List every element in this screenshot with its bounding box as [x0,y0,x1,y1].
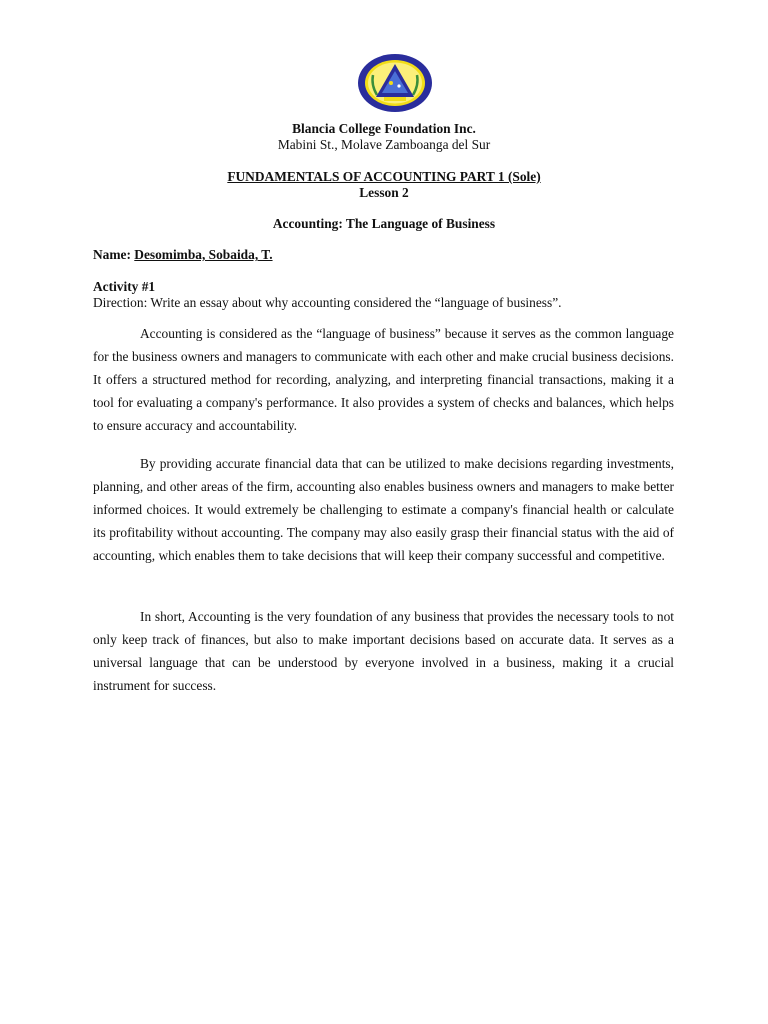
lesson-number: Lesson 2 [359,185,409,200]
school-address: Mabini St., Molave Zamboanga del Sur [277,137,491,152]
course-title: FUNDAMENTALS OF ACCOUNTING PART 1 (Sole) [227,169,541,184]
student-name-value: Desomimba, Sobaida, T. [134,247,273,262]
school-seal-logo [357,53,433,113]
school-name: Blancia College Foundation Inc. [292,121,476,136]
student-name-line [93,247,273,263]
lesson-topic: Accounting: The Language of Business [272,216,496,231]
student-name-label: Name: [93,247,135,262]
essay-paragraph-3: In short, Accounting is the very foundation of any business that provides the necessary tools to not only keep track of finances, but also to make important decisions based on accurate data. It serves as a universal language that can be understood by everyone involved in a business, making it a crucial instrument for success. [93,609,674,693]
activity-title: Activity #1 [93,279,156,294]
activity-direction: Direction: Write an essay about why accounting considered the “language of business”. [93,295,562,310]
essay-paragraph-1: Accounting is considered as the “language of business” because it serves as the common language for the business owners and managers to communicate with each other and make crucial business decisions. It offers a structured method for recording, analyzing, and interpreting financial transactions, making it a tool for evaluating a company's performance. It also provides a system of checks and balances, which helps to ensure accuracy and accountability. [93,326,674,433]
essay-paragraph-2: By providing accurate financial data that can be utilized to make decisions regarding investments, planning, and other areas of the firm, accounting also enables business owners and managers to make better informed choices. It would extremely be challenging to estimate a company's financial health or calculate its profitability without accounting. The company may also easily grasp their financial status with the aid of accounting, which enables them to take decisions that will keep their company successful and competitive. [93,456,674,563]
